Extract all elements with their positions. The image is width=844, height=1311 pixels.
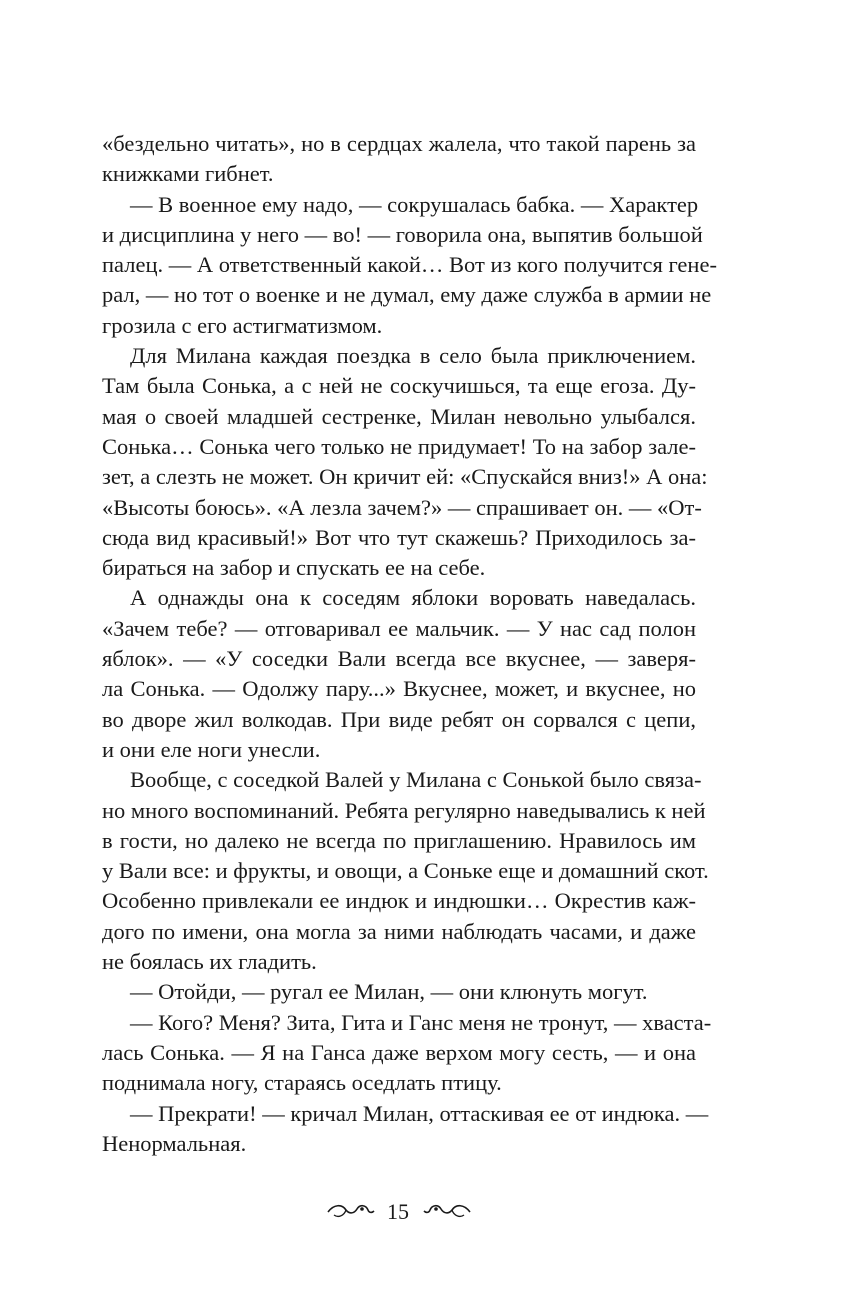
text-line: Для Милана каждая поездка в село была приключением. bbox=[130, 343, 696, 369]
paragraph bbox=[102, 190, 717, 341]
text-line: грозила с его астигматизмом. bbox=[102, 312, 383, 338]
paragraph bbox=[102, 129, 696, 190]
text-line: во дворе жил волкодав. При виде ребят он сорвался с цепи, bbox=[102, 706, 696, 732]
paragraph bbox=[102, 1099, 709, 1160]
text-line: дого по имени, она могла за ними наблюдать часами, и даже bbox=[102, 918, 696, 944]
text-line: Сонька… Сонька чего только не придумает! То на забор зале- bbox=[102, 433, 696, 459]
page-footer bbox=[0, 1194, 844, 1230]
text-line: — Кого? Меня? Зита, Гита и Ганс меня не тронут, — хваста- bbox=[130, 1009, 712, 1035]
text-line: яблок». — «У соседки Вали всегда все вкуснее, — заверя- bbox=[102, 646, 696, 672]
flourish-left-icon bbox=[326, 1200, 376, 1222]
paragraph bbox=[102, 765, 709, 977]
text-line: — Отойди, — ругал ее Милан, — они клюнуть могут. bbox=[130, 979, 648, 1005]
text-line: Вообще, с соседкой Валей у Милана с Сонькой было связа- bbox=[130, 767, 702, 793]
text-line: — В военное ему надо, — сокрушалась бабка. — Характер bbox=[130, 191, 699, 217]
flourish-right-icon bbox=[422, 1200, 472, 1222]
text-line: книжками гибнет. bbox=[102, 161, 274, 187]
paragraph bbox=[102, 341, 708, 583]
text-line: рал, — но тот о военке и не думал, ему даже служба в армии не bbox=[102, 282, 712, 308]
text-line: поднимала ногу, стараясь оседлать птицу. bbox=[102, 1070, 502, 1096]
text-line: Особенно привлекали ее индюк и индюшки… Окрестив каж- bbox=[102, 888, 696, 914]
text-line: Там была Сонька, а с ней не соскучишься, та еще егоза. Ду- bbox=[102, 373, 696, 399]
text-line: в гости, но далеко не всегда по приглашению. Нравилось им bbox=[102, 827, 696, 853]
text-line: сюда вид красивый!» Вот что тут скажешь? Приходилось за- bbox=[102, 524, 696, 550]
text-line: у Вали все: и фрукты, и овощи, а Соньке еще и домашний скот. bbox=[102, 858, 709, 884]
text-line: но много воспоминаний. Ребята регулярно наведывались к ней bbox=[102, 797, 706, 823]
text-line: лась Сонька. — Я на Ганса даже верхом могу сесть, — и она bbox=[102, 1039, 696, 1065]
text-line: и дисциплина у него — во! — говорила она, выпятив большой bbox=[102, 221, 703, 247]
text-line: — Прекрати! — кричал Милан, оттаскивая ее от индюка. — bbox=[130, 1100, 709, 1126]
body-text bbox=[102, 129, 717, 1159]
text-line: «бездельно читать», но в сердцах жалела, что такой парень за bbox=[102, 131, 696, 156]
paragraph bbox=[102, 977, 696, 1007]
text-line: ла Сонька. — Одолжу пару...» Вкуснее, может, и вкуснее, но bbox=[102, 676, 696, 702]
text-line: и они еле ноги унесли. bbox=[102, 736, 321, 762]
text-line: зет, а слезть не может. Он кричит ей: «Спускайся вниз!» А она: bbox=[102, 464, 708, 490]
paragraph bbox=[102, 583, 696, 765]
text-line: А однажды она к соседям яблоки воровать наведалась. bbox=[130, 585, 696, 611]
text-line: бираться на забор и спускать ее на себе. bbox=[102, 555, 486, 581]
text-line: палец. — А ответственный какой… Вот из кого получится гене- bbox=[102, 252, 717, 278]
text-line: Ненормальная. bbox=[102, 1130, 247, 1156]
text-line: не боялась их гладить. bbox=[102, 949, 317, 975]
text-line: «Зачем тебе? — отговаривал ее мальчик. — У нас сад полон bbox=[102, 615, 696, 641]
text-line: мая о своей младшей сестренке, Милан невольно улыбался. bbox=[102, 403, 696, 429]
text-line: «Высоты боюсь». «А лезла зачем?» — спрашивает он. — «От- bbox=[102, 494, 702, 520]
paragraph bbox=[102, 1008, 712, 1099]
page-number: 15 bbox=[387, 1199, 409, 1224]
